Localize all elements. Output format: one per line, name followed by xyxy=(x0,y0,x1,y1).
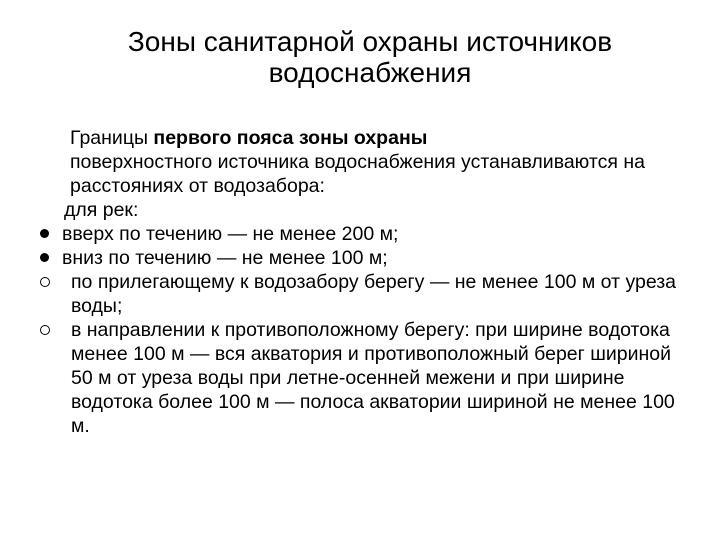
intro-paragraph xyxy=(70,126,680,198)
list-item-text: в направлении к противоположному берегу: при ширине водотока менее 100 м — вся акватория и противоположный берег шириной 50 м от уреза воды при летне-осенней межени и при ширине водотока более 100 м — полоса акватории шириной не менее 100 м. xyxy=(71,319,675,437)
list-item xyxy=(40,246,680,270)
slide-title-line-2: водоснабжения xyxy=(268,57,472,88)
bullet-icon xyxy=(40,229,49,238)
list-item-text: вниз по течению — не менее 100 м; xyxy=(62,247,388,269)
list-item xyxy=(40,270,680,318)
list-item-text: по прилегающему к водозабору берегу — не менее 100 м от уреза воды; xyxy=(71,271,677,317)
slide-title xyxy=(60,26,680,88)
slide-body xyxy=(40,126,680,438)
bullet-icon xyxy=(40,277,50,287)
rivers-lead: для рек: xyxy=(64,199,139,221)
intro-prefix: Границы xyxy=(70,127,154,149)
list-item xyxy=(40,222,680,246)
slide-title-line-1: Зоны санитарной охраны источников xyxy=(127,26,613,57)
list-item xyxy=(40,318,680,438)
intro-bold-term: первого пояса зоны охраны xyxy=(153,127,428,149)
intro-suffix: поверхностного источника водоснабжения устанавливаются на расстояниях от водозабора: xyxy=(70,151,645,197)
bullet-icon xyxy=(40,253,49,262)
list-item-text: вверх по течению — не менее 200 м; xyxy=(62,223,399,245)
bullet-icon xyxy=(40,325,50,335)
distance-list xyxy=(40,222,680,438)
